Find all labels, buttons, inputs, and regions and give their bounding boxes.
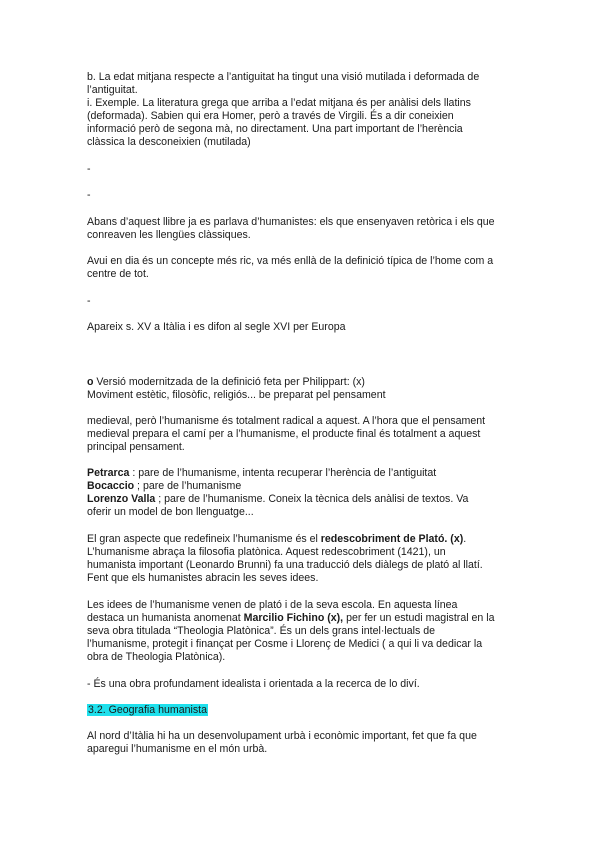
text-line: aparegui l’humanisme en el món urbà. — [87, 743, 268, 755]
text-line: Moviment estètic, filosòfic, religiós... be preparat pel pensament — [87, 389, 386, 401]
paragraph-antiguitat — [87, 71, 527, 149]
text-line — [87, 480, 527, 493]
heading-geografia-humanista: 3.2. Geografia humanista — [88, 704, 207, 716]
text-span: . — [463, 533, 467, 545]
text-line — [87, 467, 527, 480]
text-line: humanista important (Leonardo Brunni) fa una traducció dels diàlegs de plató al llatí. — [87, 559, 483, 571]
paragraph-apareix — [87, 321, 527, 334]
text-span: per fer un estudi magistral en la — [343, 612, 495, 624]
text-line: - És una obra profundament idealista i orientada a la recerca de lo diví. — [87, 678, 420, 690]
text-line: l’antiguitat. — [87, 84, 138, 96]
paragraph-medieval — [87, 415, 527, 454]
text-line: i. Exemple. La literatura grega que arriba a l’edat mitjana és per anàlisi dels llatins — [87, 97, 471, 109]
text-line: Fent que els humanistes abracin les seves idees. — [87, 572, 319, 584]
text-span: destaca un humanista anomenat — [87, 612, 244, 624]
text-span: ; pare de l’humanisme — [134, 480, 242, 492]
text-line: Al nord d’Itàlia hi ha un desenvolupament urbà i econòmic important, fet que fa que — [87, 730, 477, 742]
paragraph-nord-italia — [87, 730, 527, 756]
text-line: obra de Theologia Platònica). — [87, 651, 226, 663]
text-line: conreaven les llengües clàssiques. — [87, 229, 251, 241]
name-bocaccio: Bocaccio — [87, 480, 135, 492]
text-line — [87, 376, 527, 389]
text-line: Les idees de l’humanisme venen de plató i de la seva escola. En aquesta línea — [87, 599, 458, 611]
text-line: b. La edat mitjana respecte a l’antiguitat ha tingut una visió mutilada i deformada de — [87, 71, 480, 83]
text-line: L’humanisme abraça la filosofia platònica. Aquest redescobriment (1421), un — [87, 546, 446, 558]
text-line: seva obra titulada “Theologia Platònica”. És un dels grans intel·lectuals de — [87, 625, 436, 637]
section-heading — [87, 704, 527, 717]
text-line: clàssica la desconeixien (mutilada) — [87, 136, 251, 148]
dash-item: - — [87, 163, 91, 175]
text-line: Abans d’aquest llibre ja es parlava d’humanistes: els que ensenyaven retòrica i els que — [87, 216, 495, 228]
text-line: medieval prepara el camí per a l’humanisme, el producte final és totalment a aquest — [87, 428, 481, 440]
text-span: El gran aspecte que redefineix l’humanisme és el — [87, 533, 321, 545]
name-lorenzo-valla: Lorenzo Valla — [87, 493, 156, 505]
text-span: Versió modernitzada de la definició feta per Philippart: (x) — [93, 376, 365, 388]
text-line: oferir un model de bon llenguatge... — [87, 506, 254, 518]
paragraph-concepte — [87, 255, 527, 281]
paragraph-fichino — [87, 599, 527, 664]
paragraph-plato — [87, 533, 527, 585]
text-line: medieval, però l’humanisme és totalment radical a aquest. A l’hora que el pensament — [87, 415, 486, 427]
bold-redescobriment: redescobriment de Plató. (x) — [320, 533, 464, 545]
text-line — [87, 493, 527, 506]
text-line — [87, 612, 527, 625]
paragraph-pares-humanisme — [87, 467, 527, 519]
text-line: centre de tot. — [87, 268, 149, 280]
text-span: : pare de l’humanisme, intenta recuperar l’herència de l’antiguitat — [129, 467, 437, 479]
text-line: (deformada). Sabien qui era Homer, però a través de Virgili. És a dir coneixien — [87, 110, 454, 122]
dash-item: - — [87, 295, 91, 307]
text-line: principal pensament. — [87, 441, 185, 453]
text-line: informació però de segona mà, no directament. Una part important de l’herència — [87, 123, 463, 135]
paragraph-humanistes — [87, 216, 527, 242]
name-petrarca: Petrarca — [87, 467, 130, 479]
bold-marcilio-fichino: Marcilio Fichino (x), — [243, 612, 344, 624]
text-line — [87, 533, 527, 546]
text-line: l’humanisme, protegit i finançat per Cosme i Llorenç de Medici ( a qui li va dedicar la — [87, 638, 483, 650]
dash-item: - — [87, 189, 91, 201]
paragraph-idealista — [87, 678, 527, 691]
paragraph-philippart — [87, 376, 527, 402]
text-line: Avui en dia és un concepte més ric, va més enllà de la definició típica de l’home com a — [87, 255, 494, 267]
text-span: ; pare de l’humanisme. Coneix la tècnica dels anàlisi de textos. Va — [155, 493, 469, 505]
text-line: Apareix s. XV a Itàlia i es difon al segle XVI per Europa — [87, 321, 346, 333]
bullet-marker: o — [87, 376, 94, 388]
